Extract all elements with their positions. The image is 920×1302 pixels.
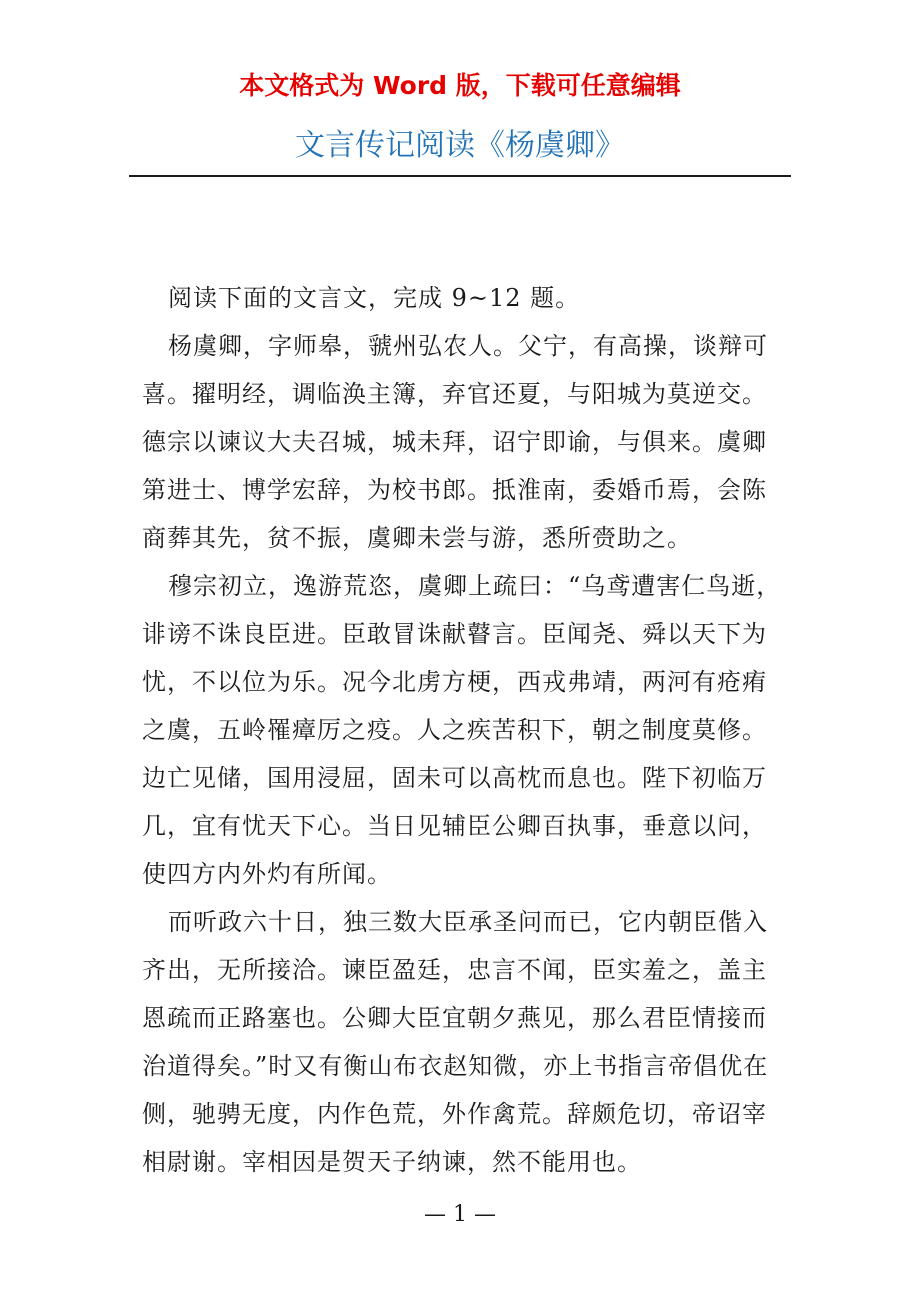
article-body — [142, 274, 782, 1186]
paragraph-3-line: 治道得矣。”时又有衡山布衣赵知微，亦上书指言帝倡优在 — [142, 1052, 769, 1080]
paragraph-3-line: 相尉谢。宰相因是贺天子纳谏，然不能用也。 — [142, 1148, 642, 1176]
document-title: 文言传记阅读《杨虞卿》 — [295, 128, 625, 163]
paragraph-2-line: 几，宜有忧天下心。当日见辅臣公卿百执事，垂意以问， — [142, 812, 767, 840]
paragraph-2-line: 边亡见储，国用浸屈，固未可以高枕而息也。陛下初临万 — [142, 764, 767, 792]
page-number: — 1 — — [424, 1202, 496, 1227]
paragraph-3-line: 恩疏而正路塞也。公卿大臣宜朝夕燕见，那么君臣情接而 — [142, 1004, 767, 1032]
paragraph-1-line: 第进士、博学宏辞，为校书郎。抵淮南，委婚币焉，会陈 — [142, 476, 767, 504]
title-divider — [129, 175, 791, 177]
paragraph-3-line: 齐出，无所接洽。谏臣盈廷，忠言不闻，臣实羞之，盖主 — [142, 956, 767, 984]
paragraph-2-line: 穆宗初立，逸游荒恣，虞卿上疏曰：“乌鸢遭害仁鸟逝， — [168, 572, 782, 600]
paragraph-3-line: 而听政六十日，独三数大臣承圣问而已，它内朝臣偕入 — [168, 908, 768, 936]
paragraph-2-line: 使四方内外灼有所闻。 — [142, 860, 392, 888]
instruction-line: 阅读下面的文言文，完成 9~12 题。 — [168, 284, 581, 312]
paragraph-2-line: 之虞，五岭罹瘴厉之疫。人之疾苦积下，朝之制度莫修。 — [142, 716, 767, 744]
paragraph-2-line: 忧，不以位为乐。况今北虏方梗，西戎弗靖，两河有疮痏 — [142, 668, 767, 696]
paragraph-1-line: 商葬其先，贫不振，虞卿未尝与游，悉所赍助之。 — [142, 524, 692, 552]
paragraph-1-line: 杨虞卿，字师皋，虢州弘农人。父宁，有高操，谈辩可 — [168, 332, 768, 360]
paragraph-1-line: 喜。擢明经，调临涣主簿，弃官还夏，与阳城为莫逆交。 — [142, 380, 767, 408]
word-format-banner: 本文格式为 Word 版，下载可任意编辑 — [239, 71, 681, 100]
paragraph-2-line: 诽谤不诛良臣进。臣敢冒诛献瞽言。臣闻尧、舜以天下为 — [142, 620, 767, 648]
paragraph-3-line: 侧，驰骋无度，内作色荒，外作禽荒。辞颇危切，帝诏宰 — [142, 1100, 767, 1128]
paragraph-1-line: 德宗以谏议大夫召城，城未拜，诏宁即谕，与俱来。虞卿 — [142, 428, 767, 456]
